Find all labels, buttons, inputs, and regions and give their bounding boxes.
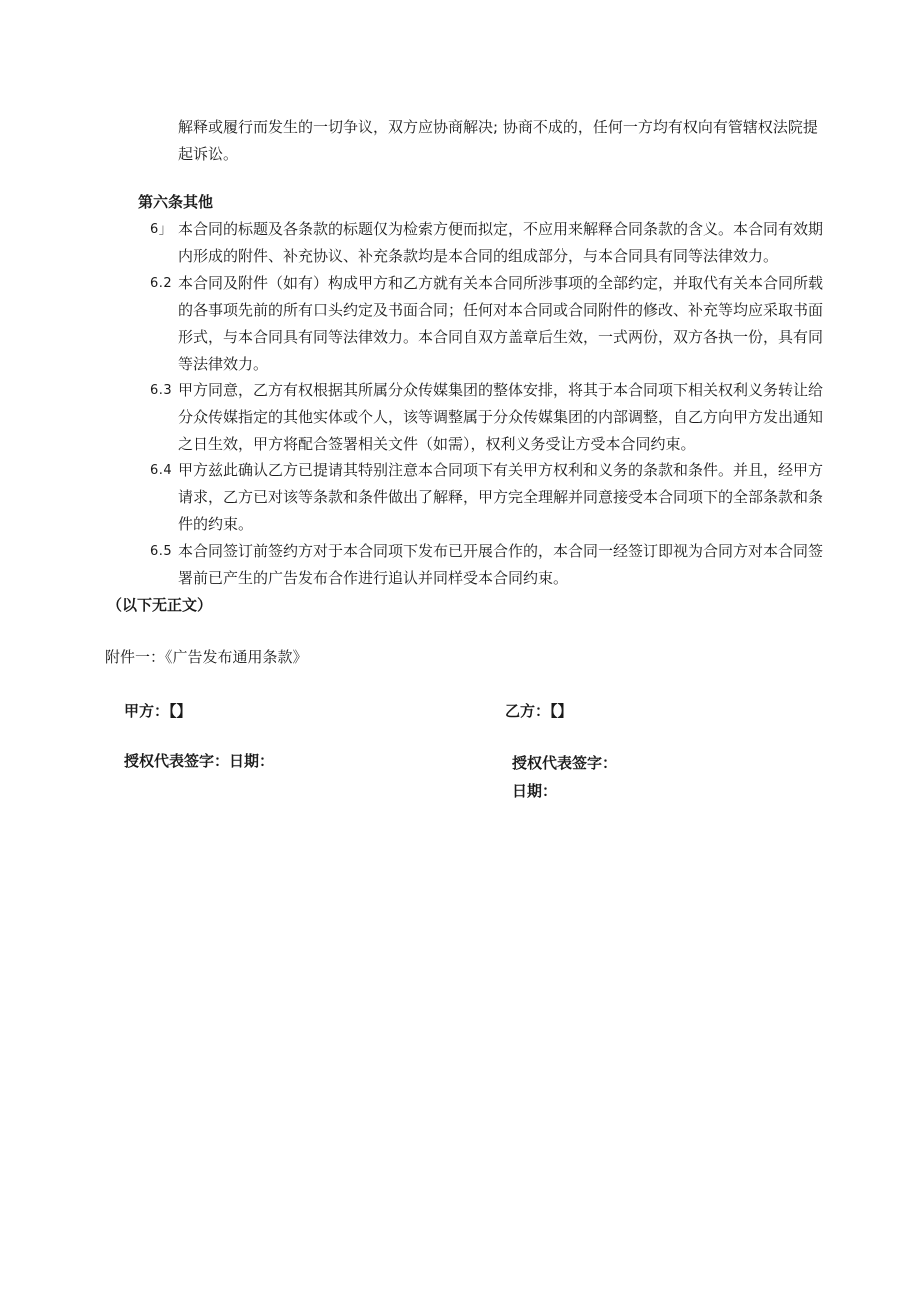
- clause-6-2: [150, 270, 826, 378]
- clause-6-1: [150, 216, 826, 270]
- clause-6-5: [150, 538, 826, 592]
- clause-number: 6.3: [150, 383, 173, 398]
- party-a-label: 甲方：【】: [124, 702, 192, 720]
- article-heading: 第六条其他: [138, 193, 214, 211]
- party-a-signature: 授权代表签字：日期：: [124, 752, 275, 770]
- clause-text: 本合同及附件（如有）构成甲方和乙方就有关本合同所涉事项的全部约定，并取代有关本合同所载的各事项先前的所有口头约定及书面合同；任何对本合同或合同附件的修改、补充等均应采取书面形式，与本合同具有同等法律效力。本合同自双方盖章后生效，一式两份，双方各执一份，具有同等法律效力。: [178, 274, 824, 373]
- party-b-date: 日期：: [512, 782, 558, 800]
- clause-number: 6.2: [150, 276, 173, 291]
- clause-text: 甲方同意，乙方有权根据其所属分众传媒集团的整体安排，将其于本合同项下相关权利义务转让给分众传媒指定的其他实体或个人，该等调整属于分众传媒集团的内部调整，自乙方向甲方发出通知之日生效，甲方将配合签署相关文件（如需），权利义务受让方受本合同约束。: [178, 381, 824, 453]
- clause-6-3: [150, 377, 826, 458]
- clause-text: 本合同的标题及各条款的标题仅为检索方便而拟定，不应用来解释合同条款的含义。本合同有效期内形成的附件、补充协议、补充条款均是本合同的组成部分，与本合同具有同等法律效力。: [178, 220, 824, 265]
- clause-number: 6.5: [150, 544, 173, 559]
- attachment-reference: 附件一：《广告发布通用条款》: [105, 648, 308, 666]
- clause-6-4: [150, 457, 826, 538]
- party-b-signature: 授权代表签字：: [512, 754, 618, 772]
- no-more-text: （以下无正文）: [107, 596, 213, 614]
- clause-text: 本合同签订前签约方对于本合同项下发布已开展合作的，本合同一经签订即视为合同方对本合同签署前已产生的广告发布合作进行追认并同样受本合同约束。: [178, 542, 824, 587]
- intro-continuation: 解释或履行而发生的一切争议，双方应协商解决; 协商不成的，任何一方均有权向有管辖权法院提起诉讼。: [178, 118, 818, 163]
- clause-number: 6.4: [150, 463, 173, 478]
- clause-text: 甲方兹此确认乙方已提请其特别注意本合同项下有关甲方权利和义务的条款和条件。并且，经甲方请求，乙方已对该等条款和条件做出了解释，甲方完全理解并同意接受本合同项下的全部条款和条件的约束。: [178, 461, 824, 533]
- clause-number: 6」: [150, 222, 173, 237]
- party-b-label: 乙方：【】: [505, 702, 573, 720]
